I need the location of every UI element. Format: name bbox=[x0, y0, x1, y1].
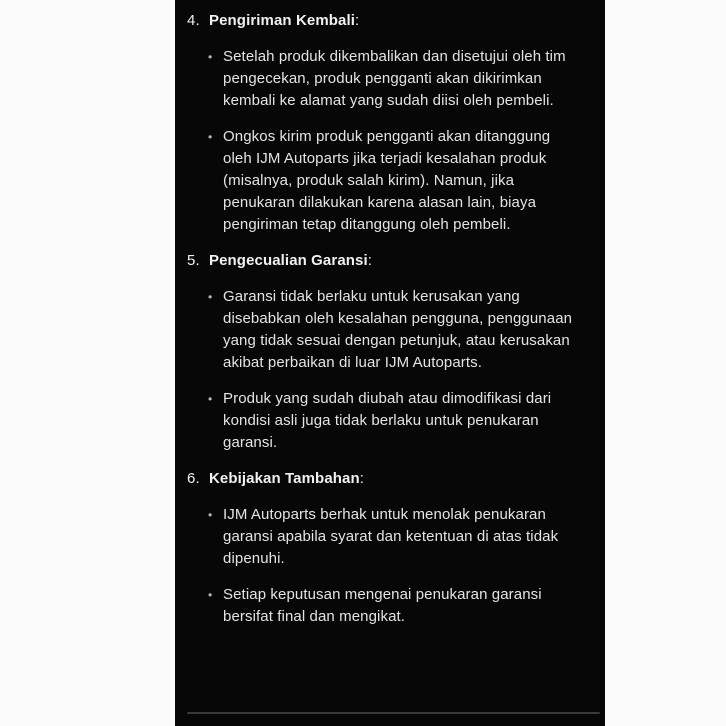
bullet-dot-icon: • bbox=[208, 508, 213, 522]
bullet-item bbox=[208, 388, 578, 454]
bullet-item bbox=[208, 46, 578, 112]
bullet-list bbox=[187, 504, 578, 628]
section-number: 4. bbox=[187, 12, 200, 29]
policy-section bbox=[187, 250, 578, 454]
bullet-text: Setelah produk dikembalikan dan disetujui oleh tim pengecekan, produk pengganti akan dikirimkan kembali ke alamat yang sudah diisi oleh pembeli. bbox=[223, 48, 566, 109]
bullet-item bbox=[208, 584, 578, 628]
bullet-dot-icon: • bbox=[208, 392, 213, 406]
bullet-dot-icon: • bbox=[208, 50, 213, 64]
bullet-dot-icon: • bbox=[208, 588, 213, 602]
bullet-dot-icon: • bbox=[208, 290, 213, 304]
bullet-item bbox=[208, 504, 578, 570]
section-title-suffix: : bbox=[359, 470, 365, 487]
section-number: 5. bbox=[187, 252, 200, 269]
section-title-line bbox=[209, 10, 359, 32]
bullet-text: Ongkos kirim produk pengganti akan ditanggung oleh IJM Autoparts jika terjadi kesalahan produk (misalnya, produk salah kirim). Namun, jika penukaran dilakukan karena alasan lain, biaya pengiriman tetap ditanggung oleh pembeli. bbox=[223, 128, 551, 233]
bullet-text: Produk yang sudah diubah atau dimodifikasi dari kondisi asli juga tidak berlaku untuk penukaran garansi. bbox=[223, 390, 552, 451]
section-title: Pengecualian Garansi bbox=[209, 252, 368, 269]
section-title: Kebijakan Tambahan bbox=[209, 470, 360, 487]
policy-sections bbox=[187, 10, 578, 628]
bullet-text: Garansi tidak berlaku untuk kerusakan yang disebabkan oleh kesalahan pengguna, penggunaan yang tidak sesuai dengan petunjuk, atau kerusakan akibat perbaikan di luar IJM Autoparts. bbox=[223, 288, 573, 371]
section-title: Pengiriman Kembali bbox=[209, 12, 356, 29]
bullet-item bbox=[208, 286, 578, 374]
bullet-list bbox=[187, 46, 578, 236]
section-title-line bbox=[209, 250, 372, 272]
section-number: 6. bbox=[187, 470, 200, 487]
bullet-text: IJM Autoparts berhak untuk menolak penukaran garansi apabila syarat dan ketentuan di atas tidak dipenuhi. bbox=[223, 506, 559, 567]
bullet-text: Setiap keputusan mengenai penukaran garansi bersifat final dan mengikat. bbox=[223, 586, 542, 625]
policy-section bbox=[187, 468, 578, 628]
section-divider bbox=[187, 712, 600, 714]
section-title-suffix: : bbox=[367, 252, 373, 269]
section-heading bbox=[187, 10, 578, 32]
bullet-dot-icon: • bbox=[208, 130, 213, 144]
bullet-item bbox=[208, 126, 578, 236]
policy-section bbox=[187, 10, 578, 236]
section-title-line bbox=[209, 468, 364, 490]
section-heading bbox=[187, 250, 578, 272]
section-heading bbox=[187, 468, 578, 490]
bullet-list bbox=[187, 286, 578, 454]
document-content[interactable] bbox=[175, 0, 605, 726]
section-title-suffix: : bbox=[355, 12, 360, 29]
